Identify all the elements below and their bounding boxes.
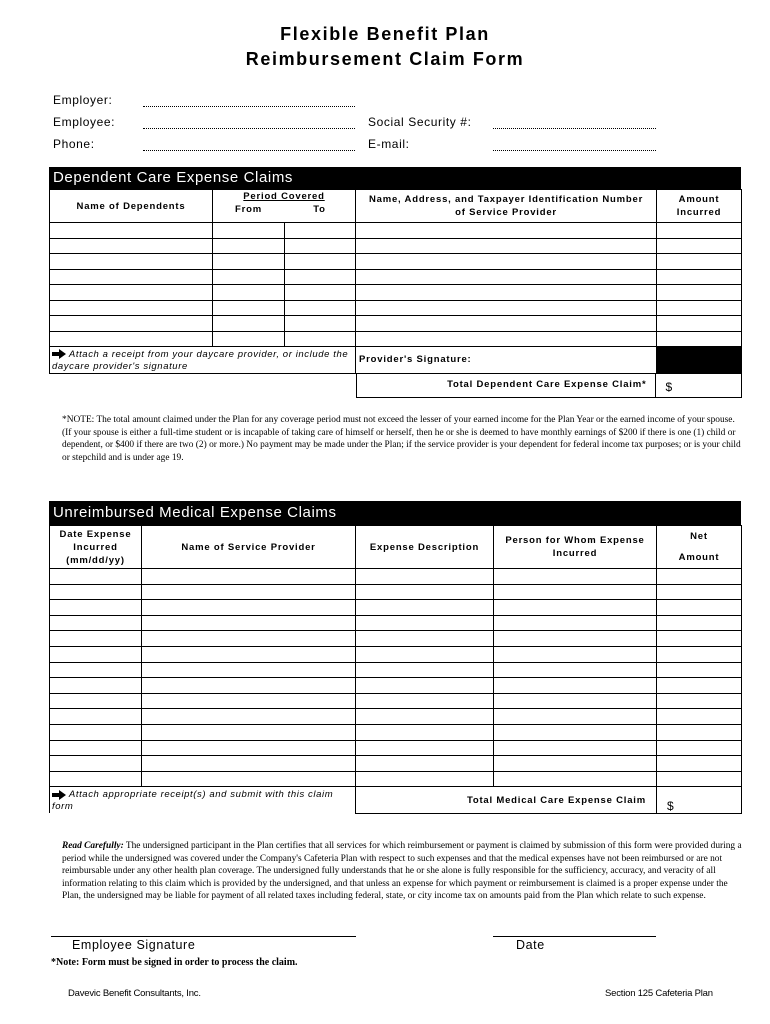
- sign-note: *Note: Form must be signed in order to process the claim.: [51, 957, 298, 968]
- table-row[interactable]: [50, 693, 742, 709]
- employee-signature-label: Employee Signature: [72, 938, 196, 952]
- table-row[interactable]: [50, 285, 742, 301]
- phone-field[interactable]: [143, 150, 355, 151]
- dependent-care-note: *NOTE: The total amount claimed under the Plan for any coverage period must not exceed the lesser of your earned income for the Plan Year or the earned income of your spouse. (If your spouse is either a full-time student or is incapable of taking care of himself or herself, then he or she is deemed to have monthly earnings of $200 if there is one (1) child or dependent, or $400 if there are two (2) or more.) No payment may be made under the Plan; if the service provider is your dependent for federal income tax purposes; or is your child or stepchild and is under age 19.: [62, 415, 741, 463]
- table-row[interactable]: [50, 646, 742, 662]
- employer-field[interactable]: [143, 106, 355, 107]
- table-row[interactable]: [50, 631, 742, 647]
- form-title-line2: Reimbursement Claim Form: [245, 49, 525, 69]
- employee-signature-line[interactable]: [51, 936, 356, 937]
- table-row[interactable]: [50, 724, 742, 740]
- table-row[interactable]: [50, 223, 742, 239]
- form-title-line1: Flexible Benefit Plan: [280, 24, 490, 44]
- table-row[interactable]: [50, 584, 742, 600]
- date-line[interactable]: [493, 936, 656, 937]
- dependent-care-header: Dependent Care Expense Claims: [49, 167, 741, 189]
- provider-signature-field[interactable]: [356, 347, 657, 374]
- table-row[interactable]: [50, 756, 742, 772]
- email-label: E-mail:: [368, 137, 410, 151]
- table-row[interactable]: [50, 662, 742, 678]
- table-row[interactable]: [50, 300, 742, 316]
- table-row[interactable]: [50, 316, 742, 332]
- col-provider-info: Name, Address, and Taxpayer Identification Number of Service Provider: [356, 190, 657, 223]
- total-medical-amount[interactable]: $: [657, 787, 742, 814]
- footer-plan: Section 125 Cafeteria Plan: [605, 988, 713, 999]
- total-medical-label: Total Medical Care Expense Claim: [356, 787, 657, 814]
- read-carefully-label: Read Carefully:: [62, 841, 124, 851]
- email-field[interactable]: [493, 150, 656, 151]
- total-dependent-label: Total Dependent Care Expense Claim*: [356, 374, 656, 398]
- table-row[interactable]: [50, 771, 742, 787]
- table-row[interactable]: [50, 569, 742, 585]
- read-carefully-text: The undersigned participant in the Plan certifies that all services for which reimbursement or payment is claimed by submission of this form were provided during a period while the undersigned was covered under the Company's Cafeteria Plan with respect to such expenses and that the medical expenses have not been reimbursed or are not reimbursable under any other health plan coverage. The undersigned fully understands that he or she alone is fully responsible for the sufficiency, accuracy, and veracity of all information relating to this claim which is provided by the undersigned, and that unless an expense for which payment or reimbursement is claimed is a proper expense under the Plan, the undersigned may be liable for payment of all related taxes including federal, state, or city income tax on amounts paid from the Plan which relate to such expense.: [62, 841, 742, 902]
- table-row[interactable]: [50, 600, 742, 616]
- footer-company: Davevic Benefit Consultants, Inc.: [68, 988, 201, 999]
- shaded-cell: [657, 347, 742, 374]
- ssn-field[interactable]: [493, 128, 656, 129]
- col-amount-incurred: Amount Incurred: [657, 190, 742, 223]
- table-row[interactable]: [50, 331, 742, 347]
- col-person-incurred: Person for Whom Expense Incurred: [494, 526, 657, 569]
- col-service-provider: Name of Service Provider: [142, 526, 356, 569]
- ssn-label: Social Security #:: [368, 115, 472, 129]
- table-row[interactable]: [50, 678, 742, 694]
- attach-receipts-cell: [50, 787, 356, 814]
- table-row[interactable]: [50, 269, 742, 285]
- arrow-right-icon: [52, 790, 66, 800]
- arrow-right-icon: [52, 349, 66, 359]
- medical-expense-header: Unreimbursed Medical Expense Claims: [49, 501, 741, 525]
- col-period-covered: Period Covered From To: [213, 190, 356, 223]
- col-net-amount: Net Amount: [657, 526, 742, 569]
- employer-label: Employer:: [53, 93, 113, 107]
- col-from: From: [235, 204, 262, 215]
- total-dependent-amount[interactable]: $: [656, 374, 742, 398]
- attach-receipt-cell: [50, 347, 356, 374]
- attach-receipts-text: Attach appropriate receipt(s) and submit with this claim form: [52, 789, 334, 813]
- col-to: To: [313, 204, 326, 215]
- read-carefully-paragraph: [62, 840, 742, 903]
- employee-label: Employee:: [53, 115, 116, 129]
- attach-receipt-text: Attach a receipt from your daycare provider, or include the daycare provider's signature: [52, 349, 349, 372]
- table-row[interactable]: [50, 709, 742, 725]
- col-name-of-dependents: Name of Dependents: [50, 190, 213, 223]
- phone-label: Phone:: [53, 137, 95, 151]
- employee-field[interactable]: [143, 128, 355, 129]
- table-row[interactable]: [50, 238, 742, 254]
- provider-signature-label: Provider's Signature:: [359, 354, 472, 365]
- col-expense-description: Expense Description: [356, 526, 494, 569]
- table-row[interactable]: [50, 254, 742, 270]
- date-label: Date: [516, 938, 545, 952]
- table-row[interactable]: [50, 740, 742, 756]
- medical-expense-table: [49, 525, 742, 814]
- dependent-care-table: [49, 189, 742, 398]
- table-row[interactable]: [50, 615, 742, 631]
- col-date-incurred: Date Expense Incurred (mm/dd/yy): [50, 526, 142, 569]
